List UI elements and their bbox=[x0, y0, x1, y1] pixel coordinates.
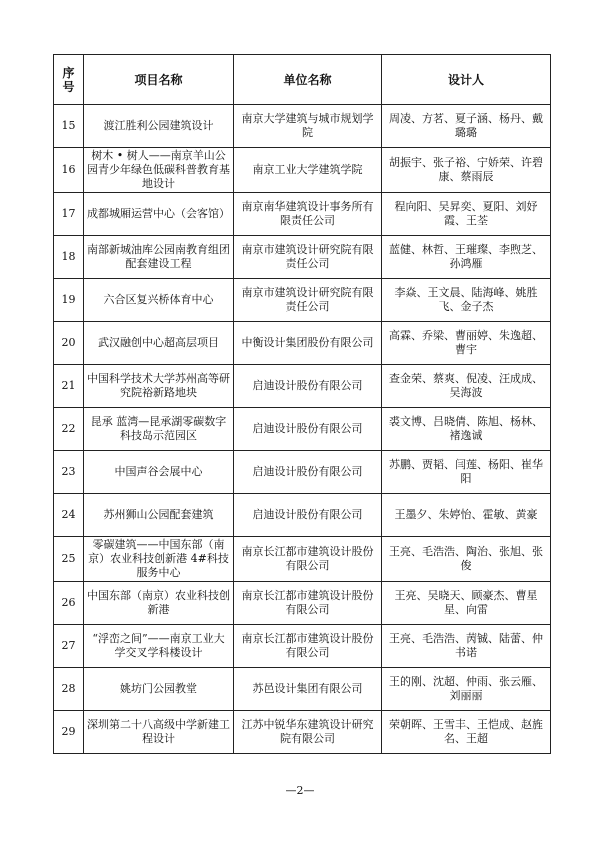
page-number: —2— bbox=[285, 784, 315, 797]
cell-number: 29 bbox=[54, 711, 84, 754]
cell-number: 28 bbox=[54, 668, 84, 711]
cell-unit-name: 南京长江都市建筑设计股份有限公司 bbox=[234, 582, 382, 625]
header-project-name: 项目名称 bbox=[84, 55, 234, 105]
cell-unit-name: 南京南华建筑设计事务所有限责任公司 bbox=[234, 193, 382, 236]
table-row bbox=[54, 582, 551, 625]
cell-designers: 王墨夕、朱婷怡、霍敏、黄豪 bbox=[382, 494, 551, 537]
cell-project-name: 中国东部（南京）农业科技创新港 bbox=[84, 582, 234, 625]
header-unit-name: 单位名称 bbox=[234, 55, 382, 105]
cell-number: 21 bbox=[54, 365, 84, 408]
cell-unit-name: 苏邑设计集团有限公司 bbox=[234, 668, 382, 711]
cell-project-name: 深圳第二十八高级中学新建工程设计 bbox=[84, 711, 234, 754]
cell-unit-name: 南京大学建筑与城市规划学院 bbox=[234, 105, 382, 148]
cell-number: 25 bbox=[54, 537, 84, 582]
table-row bbox=[54, 148, 551, 193]
cell-designers: 高霖、乔梁、曹丽婷、朱逸超、曹宇 bbox=[382, 322, 551, 365]
cell-project-name: 昆承 蓝湾—昆承湖零碳数字科技岛示范园区 bbox=[84, 408, 234, 451]
cell-project-name: 姚坊门公园教堂 bbox=[84, 668, 234, 711]
table-body bbox=[54, 105, 551, 754]
cell-number: 27 bbox=[54, 625, 84, 668]
cell-number: 26 bbox=[54, 582, 84, 625]
cell-number: 24 bbox=[54, 494, 84, 537]
cell-designers: 王的刚、沈超、仲雨、张云雁、刘丽丽 bbox=[382, 668, 551, 711]
table-row bbox=[54, 625, 551, 668]
cell-number: 16 bbox=[54, 148, 84, 193]
cell-project-name: 树木 • 树人——南京羊山公园青少年绿色低碳科普教育基地设计 bbox=[84, 148, 234, 193]
cell-unit-name: 启迪设计股份有限公司 bbox=[234, 451, 382, 494]
table-row bbox=[54, 279, 551, 322]
cell-project-name: 成都城厢运营中心（会客馆） bbox=[84, 193, 234, 236]
cell-designers: 王亮、吴晓天、顾豪杰、曹星星、向雷 bbox=[382, 582, 551, 625]
cell-number: 23 bbox=[54, 451, 84, 494]
cell-project-name: 苏州狮山公园配套建筑 bbox=[84, 494, 234, 537]
table-row bbox=[54, 236, 551, 279]
cell-project-name: 中国声谷会展中心 bbox=[84, 451, 234, 494]
cell-designers: 胡振宇、张子裕、宁娇荣、许碧康、蔡雨辰 bbox=[382, 148, 551, 193]
table-row bbox=[54, 365, 551, 408]
cell-designers: 查金荣、蔡爽、倪凌、汪成成、吴海波 bbox=[382, 365, 551, 408]
cell-number: 22 bbox=[54, 408, 84, 451]
cell-number: 15 bbox=[54, 105, 84, 148]
cell-unit-name: 启迪设计股份有限公司 bbox=[234, 408, 382, 451]
cell-project-name: “浮峦之间”——南京工业大学交叉学科楼设计 bbox=[84, 625, 234, 668]
cell-unit-name: 江苏中锐华东建筑设计研究院有限公司 bbox=[234, 711, 382, 754]
cell-number: 18 bbox=[54, 236, 84, 279]
cell-designers: 王亮、毛浩浩、陶治、张旭、张俊 bbox=[382, 537, 551, 582]
cell-project-name: 武汉融创中心超高层项目 bbox=[84, 322, 234, 365]
cell-unit-name: 启迪设计股份有限公司 bbox=[234, 494, 382, 537]
cell-designers: 荣朝晖、王雪丰、王恺成、赵旌名、王超 bbox=[382, 711, 551, 754]
cell-designers: 苏鹏、贾韬、闫莲、杨阳、崔华阳 bbox=[382, 451, 551, 494]
table-row bbox=[54, 408, 551, 451]
cell-unit-name: 南京长江都市建筑设计股份有限公司 bbox=[234, 625, 382, 668]
table-row bbox=[54, 105, 551, 148]
cell-designers: 程向阳、吴昇奕、夏阳、刘妤霞、王荃 bbox=[382, 193, 551, 236]
cell-project-name: 中国科学技术大学苏州高等研究院裕新路地块 bbox=[84, 365, 234, 408]
cell-designers: 蓝健、林哲、王璀璨、李煦芝、孙鸿雁 bbox=[382, 236, 551, 279]
table-row bbox=[54, 451, 551, 494]
cell-number: 19 bbox=[54, 279, 84, 322]
cell-unit-name: 南京长江都市建筑设计股份有限公司 bbox=[234, 537, 382, 582]
cell-designers: 王亮、毛浩浩、苪铖、陆蕾、仲书诺 bbox=[382, 625, 551, 668]
cell-project-name: 六合区复兴桥体育中心 bbox=[84, 279, 234, 322]
cell-unit-name: 启迪设计股份有限公司 bbox=[234, 365, 382, 408]
cell-project-name: 南部新城油库公园南教育组团配套建设工程 bbox=[84, 236, 234, 279]
table-row bbox=[54, 668, 551, 711]
table-header-row bbox=[54, 55, 551, 105]
cell-unit-name: 南京市建筑设计研究院有限责任公司 bbox=[234, 236, 382, 279]
header-number: 序号 bbox=[54, 55, 84, 105]
header-designers: 设计人 bbox=[382, 55, 551, 105]
table-row bbox=[54, 537, 551, 582]
cell-unit-name: 南京市建筑设计研究院有限责任公司 bbox=[234, 279, 382, 322]
table-row bbox=[54, 494, 551, 537]
table-row bbox=[54, 711, 551, 754]
cell-number: 20 bbox=[54, 322, 84, 365]
cell-unit-name: 中衡设计集团股份有限公司 bbox=[234, 322, 382, 365]
cell-designers: 李焱、王文晨、陆海峰、姚胜飞、金子杰 bbox=[382, 279, 551, 322]
table-row bbox=[54, 193, 551, 236]
cell-number: 17 bbox=[54, 193, 84, 236]
cell-project-name: 零碳建筑——中国东部（南京）农业科技创新港 4#科技服务中心 bbox=[84, 537, 234, 582]
cell-unit-name: 南京工业大学建筑学院 bbox=[234, 148, 382, 193]
table-row bbox=[54, 322, 551, 365]
cell-designers: 周凌、方茗、夏子涵、杨丹、戴璐璐 bbox=[382, 105, 551, 148]
award-table bbox=[53, 54, 551, 754]
cell-designers: 裘文博、吕晓倩、陈旭、杨林、褚逸诚 bbox=[382, 408, 551, 451]
cell-project-name: 渡江胜利公园建筑设计 bbox=[84, 105, 234, 148]
